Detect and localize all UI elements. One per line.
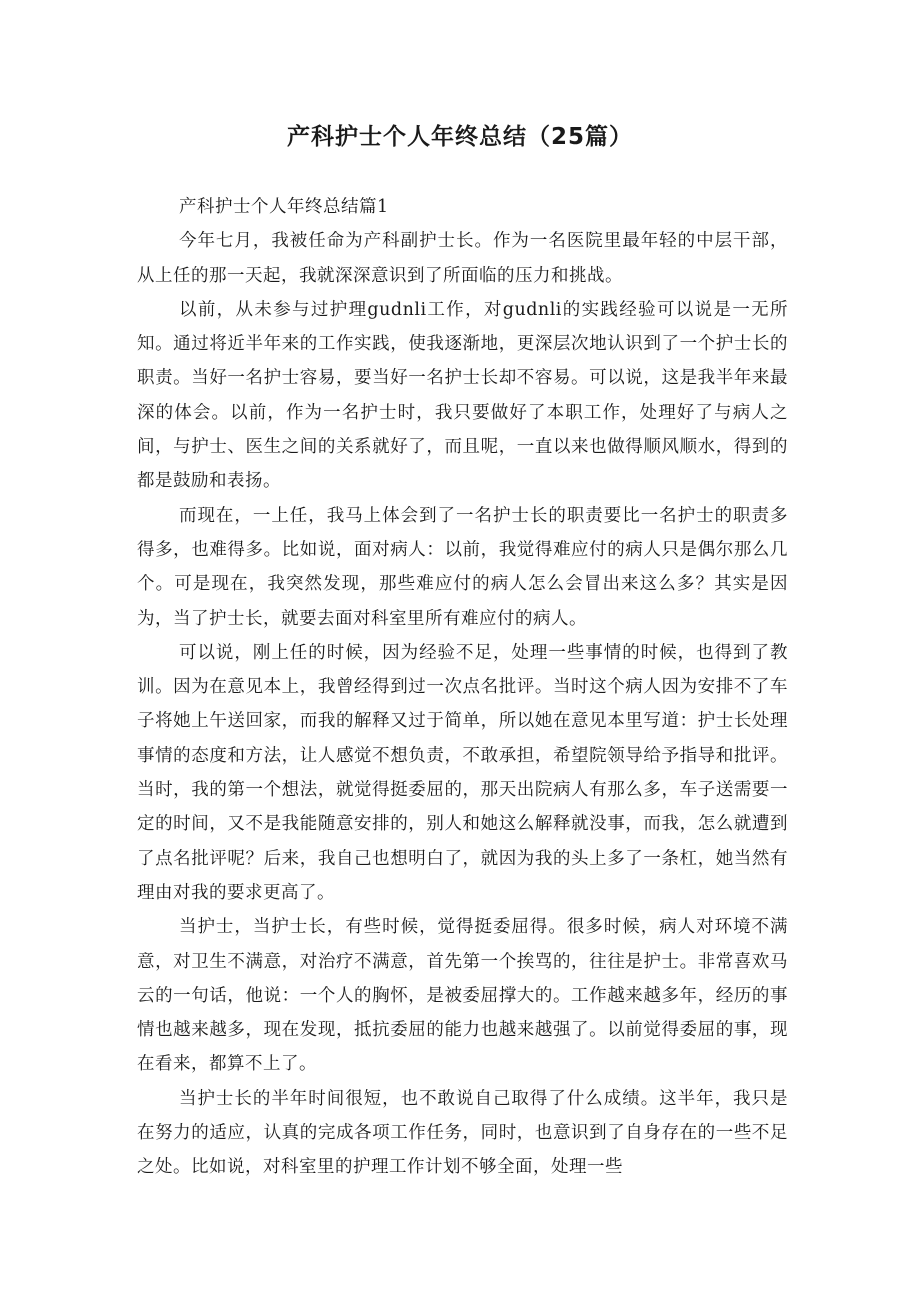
- paragraph-5: 当护士，当护士长，有些时候，觉得挺委屈得。很多时候，病人对环境不满意，对卫生不满意，对治疗不满意，首先第一个挨骂的，往往是护士。非常喜欢马云的一句话，他说：一个人的胸怀，是被委屈撑大的。工作越来越多年，经历的事情也越来越多，现在发现，抵抗委屈的能力也越来越强了。以前觉得委屈的事，现在看来，都算不上了。: [137, 917, 788, 1075]
- document-title: 产科护士个人年终总结（25篇）: [286, 124, 633, 150]
- section-heading: 产科护士个人年终总结篇1: [179, 197, 389, 217]
- paragraph-4: 可以说，刚上任的时候，因为经验不足，处理一些事情的时候，也得到了教训。因为在意见本上，我曾经得到过一次点名批评。当时这个病人因为安排不了车子将她上午送回家，而我的解释又过于简单，所以她在意见本里写道：护士长处理事情的态度和方法，让人感觉不想负责，不敢承担，希望院领导给予指导和批评。当时，我的第一个想法，就觉得挺委屈的，那天出院病人有那么多，车子送需要一定的时间，又不是我能随意安排的，别人和她这么解释就没事，而我，怎么就遭到了点名批评呢？后来，我自己也想明白了，就因为我的头上多了一条杠，她当然有理由对我的要求更高了。: [137, 642, 788, 903]
- paragraph-2: 以前，从未参与过护理gudnli工作，对gudnli的实践经验可以说是一无所知。通过将近半年来的工作实践，使我逐渐地，更深层次地认识到了一个护士长的职责。当好一名护士容易，要当好一名护士长却不容易。可以说，这是我半年来最深的体会。以前，作为一名护士时，我只要做好了本职工作，处理好了与病人之间，与护士、医生之间的关系就好了，而且呢，一直以来也做得顺风顺水，得到的都是鼓励和表扬。: [137, 299, 788, 492]
- document-body: [137, 190, 788, 1185]
- paragraph-1: 今年七月，我被任命为产科副护士长。作为一名医院里最年轻的中层干部，从上任的那一天起，我就深深意识到了所面临的压力和挑战。: [137, 231, 788, 286]
- paragraph-3: 而现在，一上任，我马上体会到了一名护士长的职责要比一名护士的职责多得多，也难得多。比如说，面对病人：以前，我觉得难应付的病人只是偶尔那么几个。可是现在，我突然发现，那些难应付的病人怎么会冒出来这么多？其实是因为，当了护士长，就要去面对科室里所有难应付的病人。: [137, 505, 788, 629]
- paragraph-6: 当护士长的半年时间很短，也不敢说自己取得了什么成绩。这半年，我只是在努力的适应，认真的完成各项工作任务，同时，也意识到了自身存在的一些不足之处。比如说，对科室里的护理工作计划不够全面，处理一些: [137, 1088, 788, 1178]
